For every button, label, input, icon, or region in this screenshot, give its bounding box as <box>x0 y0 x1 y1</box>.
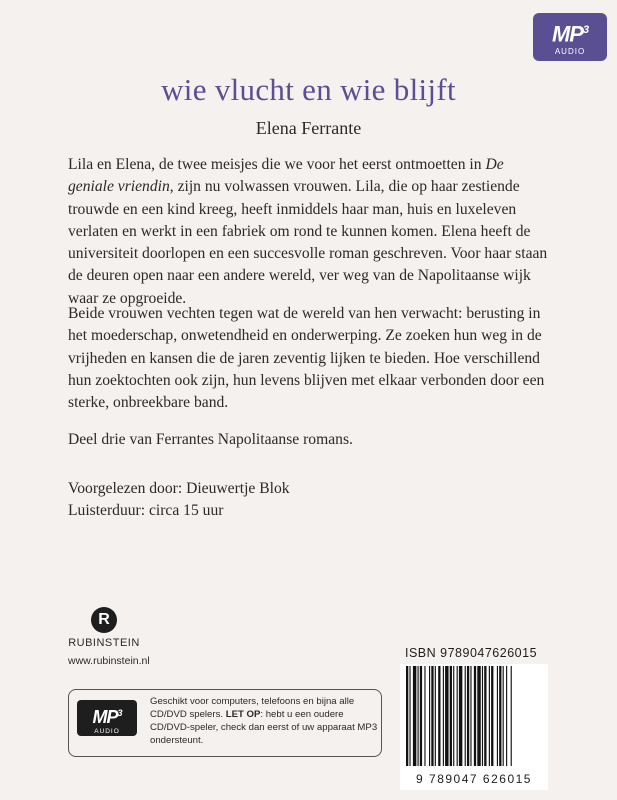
narrator-credit: Voorgelezen door: Dieuwertje Blok <box>68 480 290 497</box>
publisher-logo <box>68 607 140 649</box>
book-author: Elena Ferrante <box>255 118 362 138</box>
barcode-bars <box>406 666 542 766</box>
mp3-audio-icon: $MP^3$ AUDIO <box>77 700 137 736</box>
synopsis-paragraph-1: Lila en Elena, de twee meisjes die we voor het eerst ontmoetten in De geniale vriendin, zijn nu volwassen vrouwen. Lila, die op haar zestiende trouwde en een kind kreeg, heeft inmiddels haar man, huis en luxeleven verlaten en werkt in een fabriek om rond te kunnen komen. Elena heeft de universiteit doorlopen en een succesvolle roman geschreven. Voor haar staan de deuren open naar een andere wereld, ver weg van de Napolitaanse wijk waar ze opgroeide. <box>68 156 548 307</box>
publisher-website: www.rubinstein.nl <box>68 655 150 667</box>
badge-audio-label: AUDIO <box>554 47 586 57</box>
isbn-label: ISBN 9789047626015 <box>405 646 538 660</box>
barcode-digits: 9 789047 626015 <box>416 772 532 786</box>
listening-duration: Luisterduur: circa 15 uur <box>68 502 224 519</box>
book-title: wie vlucht en wie blijft <box>161 72 456 107</box>
barcode <box>400 664 548 790</box>
series-note: Deel drie van Ferrantes Napolitaanse romans. <box>68 431 353 448</box>
compatibility-text: Geschikt voor computers, telefoons en bijna alle CD/DVD spelers. LET OP: hebt u een oudere CD/DVD-speler, check dan eerst of uw apparaat MP3 ondersteunt. <box>150 696 378 746</box>
publisher-logo-icon: R <box>91 607 117 633</box>
synopsis-paragraph-2: Beide vrouwen vechten tegen wat de wereld van hen verwacht: berusting in het moederschap, onwetendheid en onderwerping. Ze zoeken hun weg in de vrijheden en kansen die de jaren zeventig lijken te bieden. Hoe verschillend hun zoektochten ook zijn, hun levens blijven met elkaar verbonden door een sterke, onbreekbare band. <box>68 305 545 412</box>
mp3-compatibility-notice <box>68 689 382 757</box>
mp3-audio-badge: $MP^3$ AUDIO <box>533 13 607 61</box>
publisher-name: RUBINSTEIN <box>68 637 140 649</box>
